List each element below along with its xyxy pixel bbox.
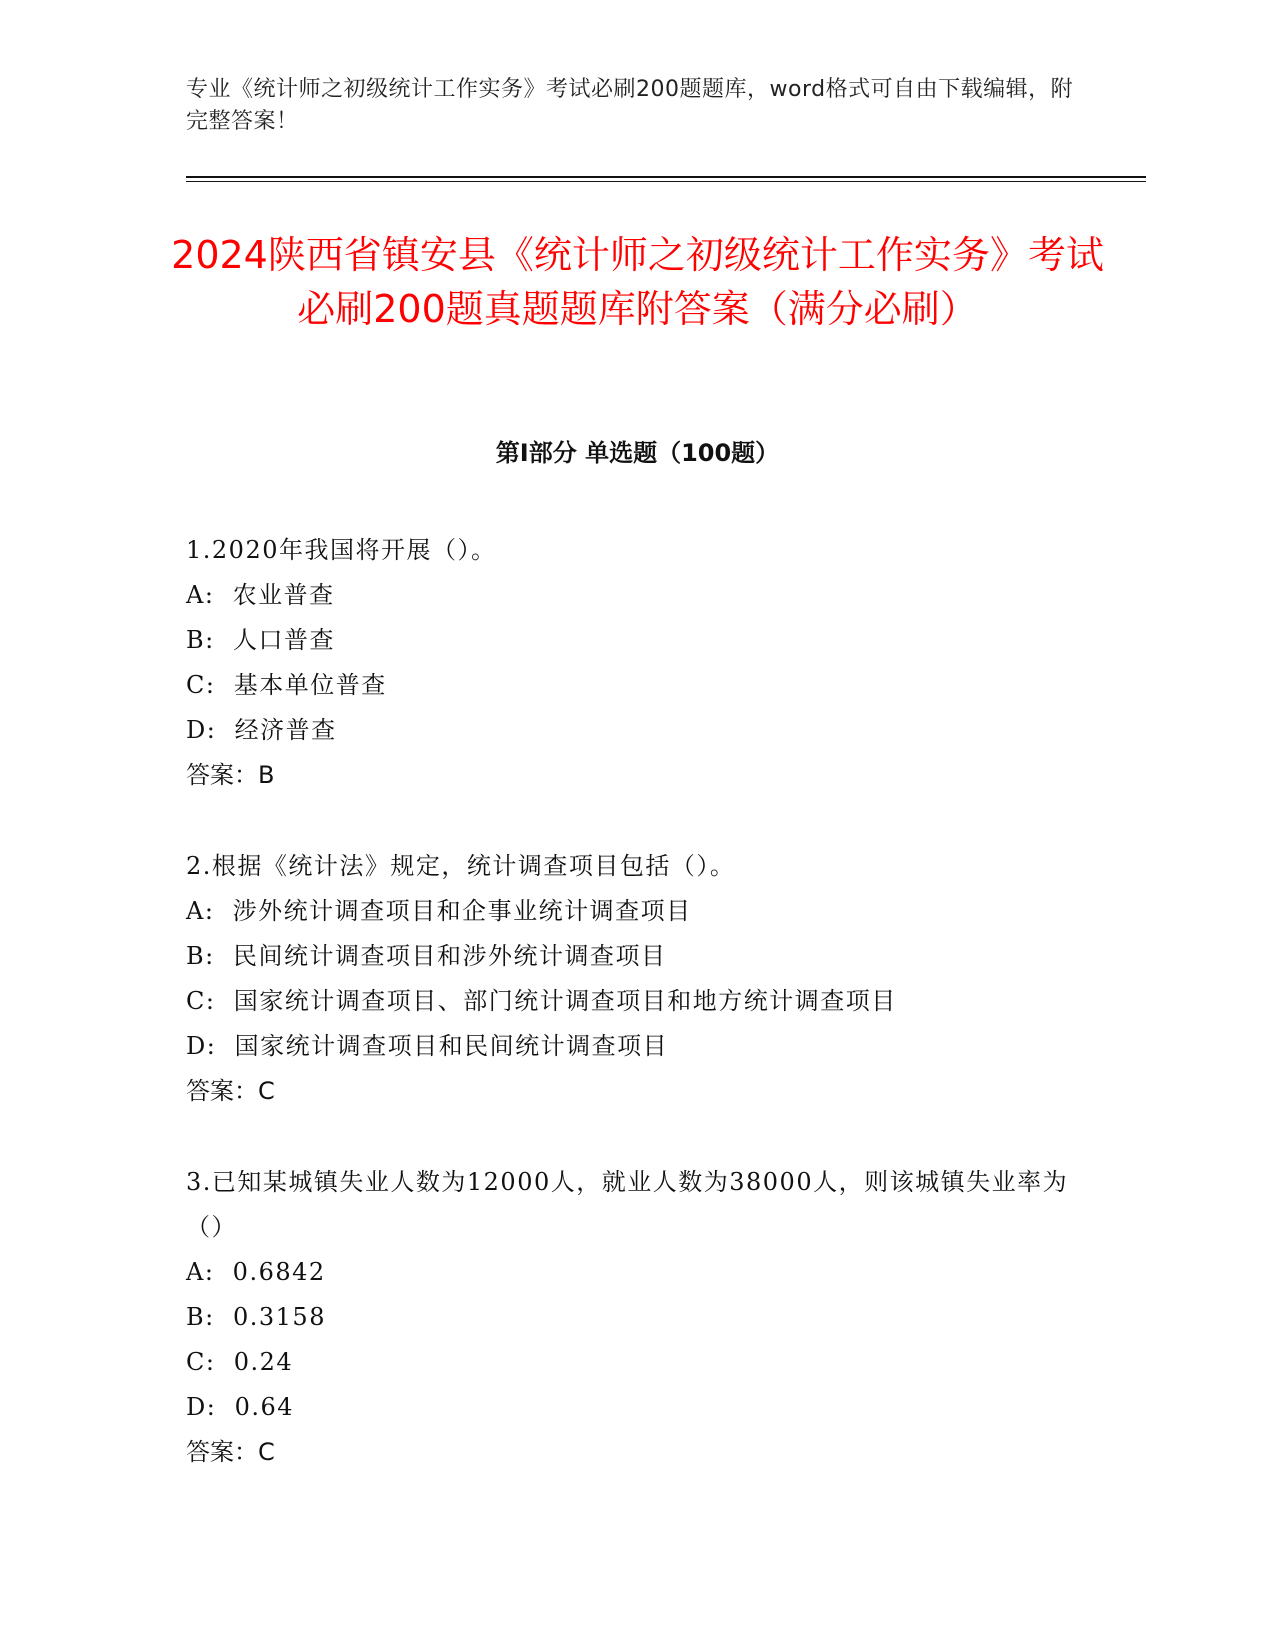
question-list bbox=[186, 528, 1086, 1521]
document-title: 2024陕西省镇安县《统计师之初级统计工作实务》考试必刷200题真题题库附答案（满分必刷） bbox=[171, 233, 1104, 331]
option-c: C: 0.24 bbox=[186, 1348, 294, 1376]
question-stem: 3.已知某城镇失业人数为12000人，就业人数为38000人，则该城镇失业率为（） bbox=[186, 1168, 1069, 1241]
header-divider-thick bbox=[186, 176, 1146, 178]
question-stem: 2.根据《统计法》规定，统计调查项目包括（）。 bbox=[186, 852, 736, 880]
option-d: D: 经济普查 bbox=[186, 716, 337, 744]
question-1 bbox=[186, 528, 1086, 798]
option-a: A: 农业普查 bbox=[186, 581, 335, 609]
option-b: B: 人口普查 bbox=[186, 626, 335, 654]
answer: 答案：B bbox=[186, 761, 275, 789]
answer: 答案：C bbox=[186, 1438, 275, 1466]
option-c: C: 国家统计调查项目、部门统计调查项目和地方统计调查项目 bbox=[186, 987, 897, 1015]
answer: 答案：C bbox=[186, 1077, 275, 1105]
question-stem: 1.2020年我国将开展（）。 bbox=[186, 536, 497, 564]
option-a: A: 0.6842 bbox=[186, 1258, 326, 1286]
option-c: C: 基本单位普查 bbox=[186, 671, 387, 699]
question-2 bbox=[186, 844, 1086, 1114]
section-title: 第Ⅰ部分 单选题（100题） bbox=[495, 439, 780, 467]
option-d: D: 0.64 bbox=[186, 1393, 295, 1421]
option-d: D: 国家统计调查项目和民间统计调查项目 bbox=[186, 1032, 669, 1060]
option-a: A: 涉外统计调查项目和企事业统计调查项目 bbox=[186, 897, 692, 925]
option-b: B: 民间统计调查项目和涉外统计调查项目 bbox=[186, 942, 667, 970]
option-b: B: 0.3158 bbox=[186, 1303, 326, 1331]
header-divider-thin bbox=[186, 181, 1146, 182]
question-3 bbox=[186, 1160, 1086, 1475]
header-note: 专业《统计师之初级统计工作实务》考试必刷200题题库，word格式可自由下载编辑，附完整答案！ bbox=[186, 77, 1074, 134]
